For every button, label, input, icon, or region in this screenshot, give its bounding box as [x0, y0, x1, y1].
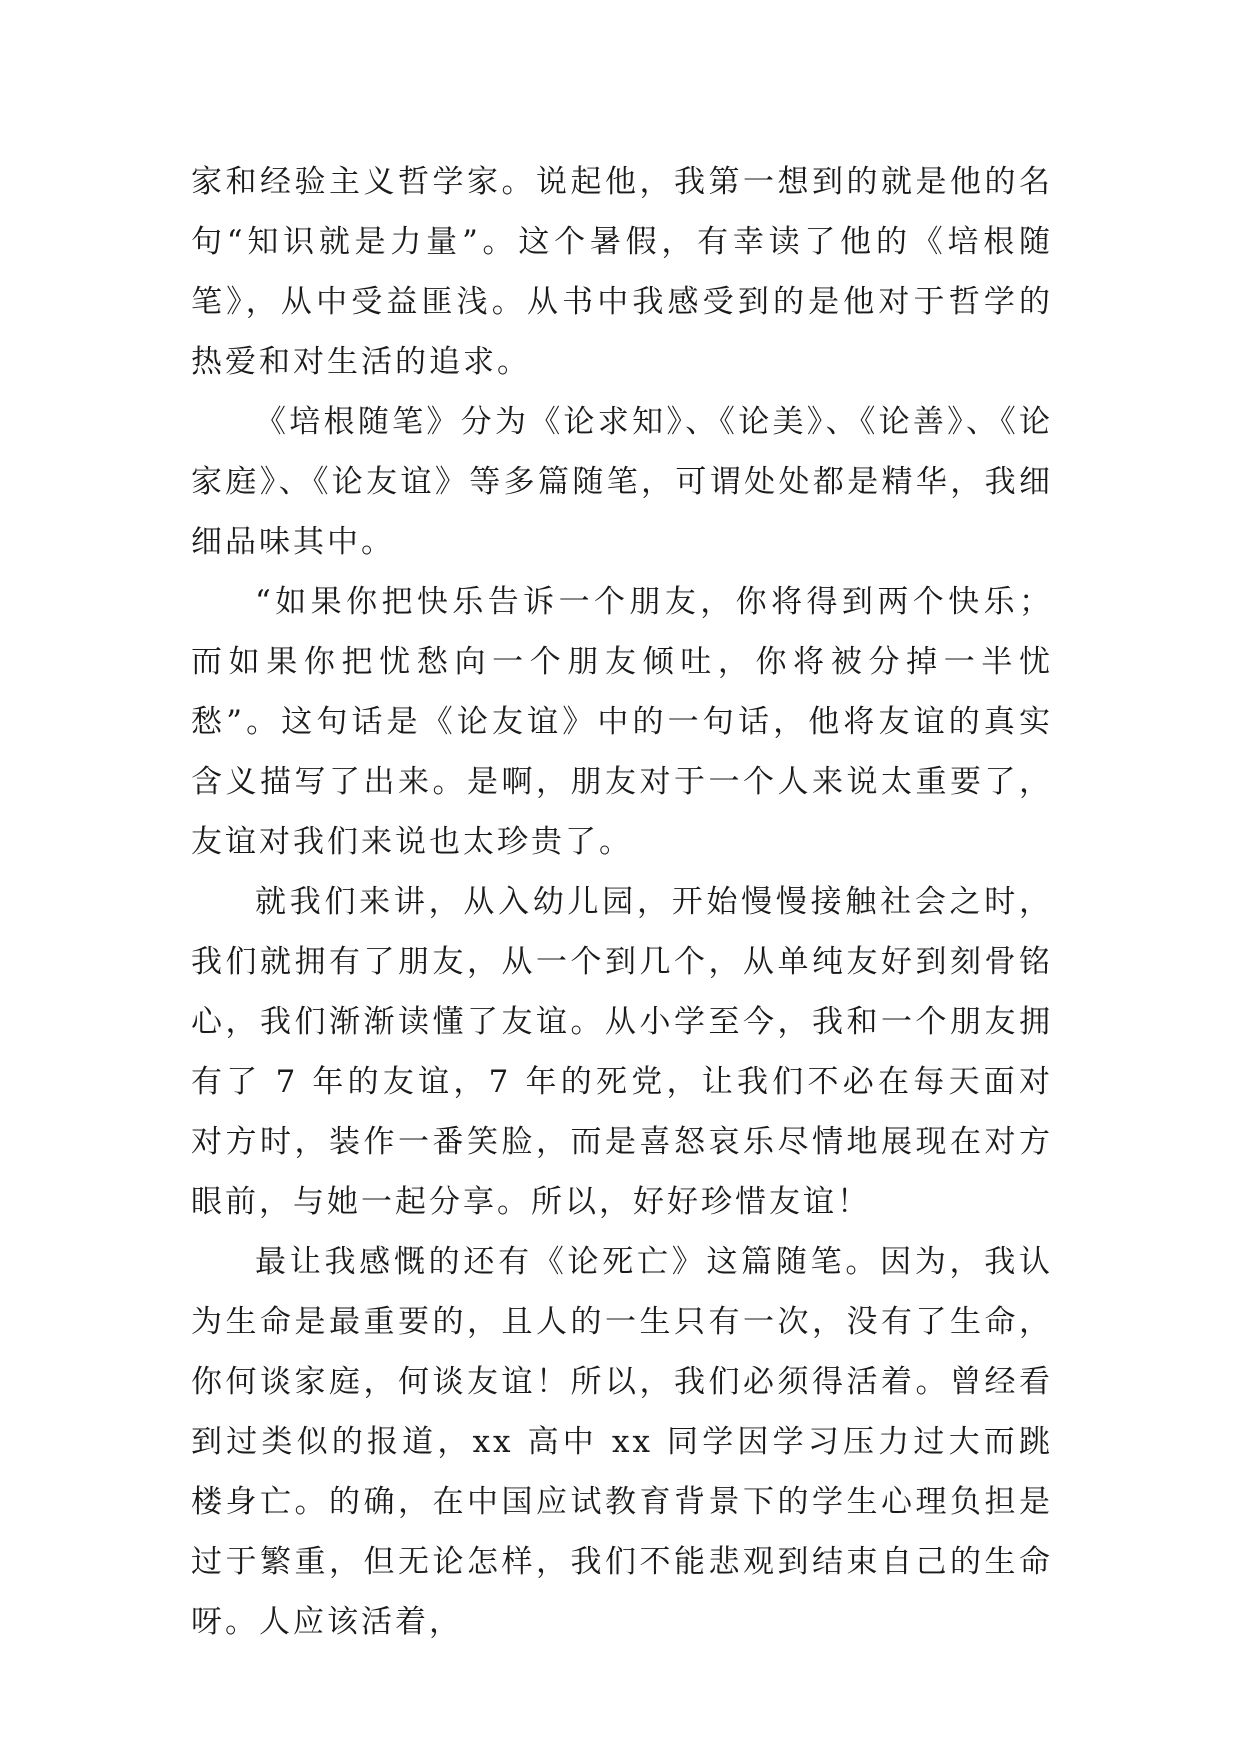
paragraph-4: 就我们来讲，从入幼儿园，开始慢慢接触社会之时，我们就拥有了朋友，从一个到几个，从单纯友好到刻骨铭心，我们渐渐读懂了友谊。从小学至今，我和一个朋友拥有了 7 年的友谊，7 年的死党，让我们不必在每天面对对方时，装作一番笑脸，而是喜怒哀乐尽情地展现在对方眼前，与她一起分享。所以，好好珍惜友谊！ [191, 884, 1053, 1220]
paragraph-5: 最让我感慨的还有《论死亡》这篇随笔。因为，我认为生命是最重要的，且人的一生只有一次，没有了生命，你何谈家庭，何谈友谊！所以，我们必须得活着。曾经看到过类似的报道，xx 高中 xx 同学因学习压力过大而跳楼身亡。的确，在中国应试教育背景下的学生心理负担是过于繁重，但无论怎样，我们不能悲观到结束自己的生命呀。人应该活着， [191, 1244, 1053, 1640]
paragraph-1: 家和经验主义哲学家。说起他，我第一想到的就是他的名句“知识就是力量”。这个暑假，有幸读了他的《培根随笔》，从中受益匪浅。从书中我感受到的是他对于哲学的热爱和对生活的追求。 [191, 164, 1053, 380]
paragraph-2: 《培根随笔》分为《论求知》、《论美》、《论善》、《论家庭》、《论友谊》等多篇随笔，可谓处处都是精华，我细细品味其中。 [191, 404, 1053, 560]
document-body [191, 152, 1053, 1652]
paragraph-3: “如果你把快乐告诉一个朋友，你将得到两个快乐；而如果你把忧愁向一个朋友倾吐，你将被分掉一半忧愁”。这句话是《论友谊》中的一句话，他将友谊的真实含义描写了出来。是啊，朋友对于一个人来说太重要了，友谊对我们来说也太珍贵了。 [191, 584, 1053, 860]
